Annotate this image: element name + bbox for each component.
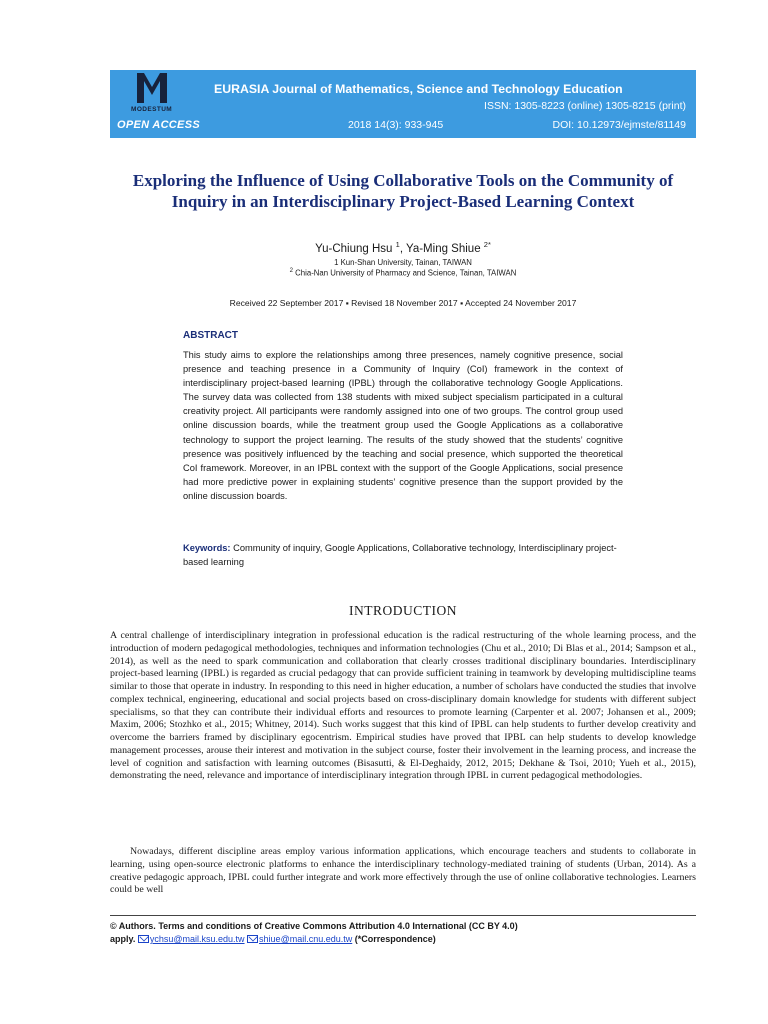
article-title: Exploring the Influence of Using Collaborative Tools on the Community of Inquiry in an Interdisciplinary Project-Based Learning Context: [132, 171, 674, 211]
author-name: Yu-Chiung Hsu: [315, 242, 393, 255]
introduction-paragraph-2: Nowadays, different discipline areas employ various information applications, which encourage teachers and students to collaborate in learning, using open-source electronic platforms to enhance the interdisciplinary technology-mediated training of students (Urban, 2014). As a creative pedagogic approach, IPBL could further integrate and work more effectively through the use of online collaborative technologies. Learners could be well: [110, 846, 696, 896]
article-dates: Received 22 September 2017 ▪ Revised 18 November 2017 ▪ Accepted 24 November 2017: [229, 298, 577, 308]
introduction-heading: INTRODUCTION: [349, 603, 457, 618]
license-text: Terms and conditions of Creative Commons Attribution 4.0 International (CC BY 4.0): [158, 921, 518, 931]
email-link-hsu[interactable]: ychsu@mail.ksu.edu.tw: [149, 934, 245, 944]
license-line: [110, 920, 696, 933]
affiliation-1: [120, 258, 686, 267]
affiliation-number: 2: [289, 268, 293, 274]
doi-line: DOI: 10.12973/ejmste/81149: [552, 119, 686, 131]
footer-divider: [110, 915, 696, 916]
introduction-paragraph-1: A central challenge of interdisciplinary integration in professional education is the radical restructuring of the whole learning process, and the introduction of modern pedagogical methodologies, techniques and information technologies (Chu et al., 2010; Di Blas et al., 2014; Sampson et al., 2014), as well as the need to spark communication and collaboration that clearly crosses traditional disciplinary boundaries. Interdisciplinary project-based learning (IPBL) is regarded as crucial pedagogy that can provide sufficient training in teamwork by developing multidiscipline teams similar to those that operate in industry. In responding to this need in higher education, a number of scholars have conducted the studies that involve complex technical, engineering, educational and social projects based on cross-disciplinary domain knowledge for students with different subject specialisms, so that they can contribute their individual efforts and resources to promote learning (Carpenter et al. 2007; Johansen et al., 2009; Maxim, 2006; Stozhko et al., 2015; Whitney, 2014). Such works suggest that this kind of IPBL can help students to further develop creativity and overcome the barriers framed by disciplinary egocentrism. Empirical studies have proved that IPBL can help students to develop knowledge management processes, arouse their interest and motivation in the subject course, foster their involvement in the learning process, and increase the level of cognition and satisfaction with learning outcomes (Bisasutti, & El-Deghaidy, 2012, 2015; Dekhane & Tsoi, 2010; Yueh et al., 2015), demonstrating the need, relevance and importance of interdisciplinary integration through IPBL in current pedagogical methodologies.: [110, 630, 696, 782]
issue-line: 2018 14(3): 933-945: [348, 119, 444, 131]
author-separator: ,: [399, 242, 407, 255]
logo-text: MODESTUM: [131, 106, 173, 113]
author-affiliation-mark: 1: [395, 240, 400, 249]
keywords-line: [183, 542, 623, 569]
email-icon: [247, 935, 258, 943]
apply-text: apply.: [110, 934, 136, 944]
issn-line: ISSN: 1305-8223 (online) 1305-8215 (print): [484, 100, 686, 112]
keywords-label: Keywords:: [183, 543, 231, 553]
affiliation-text: Kun-Shan University, Tainan, TAIWAN: [340, 258, 472, 267]
contact-line: [110, 933, 696, 946]
abstract-heading: ABSTRACT: [183, 330, 238, 341]
affiliation-number: 1: [334, 258, 339, 267]
author-name: Ya-Ming Shiue: [406, 242, 481, 255]
keywords-text: Community of inquiry, Google Applications, Collaborative technology, Interdisciplinary project-based learning: [183, 543, 617, 567]
correspondence-note: (*Correspondence): [354, 934, 436, 944]
author-line: [120, 240, 686, 255]
modestum-logo: [119, 73, 175, 119]
open-access-label: OPEN ACCESS: [117, 119, 200, 131]
email-icon: [138, 935, 149, 943]
abstract-body: This study aims to explore the relationships among three presences, namely cognitive presence, social presence and teaching presence in a Community of Inquiry (CoI) framework in the context of interdisciplinary project-based learning (IPBL) through the collaborative technology Google Applications. The survey data was collected from 138 students with mixed subject specialism participated in a cultural creativity project. All participants were randomly assigned into one of two groups. The control group used online discussion boards, while the treatment group used the Google Applications as a collaborative technology to support the project learning. The results of the study showed that the students’ cognitive presence was positively influenced by the teaching and social presence, which supported the theoretical CoI framework. Moreover, in an IPBL context with the support of the Google Applications, social presence had more predictive power in explaining students’ cognitive presence than the support provided by the online discussion boards.: [183, 350, 623, 501]
license-footer: [110, 920, 696, 946]
author-affiliation-mark: 2*: [483, 240, 491, 249]
affiliation-text: Chia-Nan University of Pharmacy and Science, Tainan, TAIWAN: [295, 268, 517, 278]
copyright-label: © Authors.: [110, 921, 156, 931]
logo-m-icon: [137, 73, 167, 103]
email-link-shiue[interactable]: shiue@mail.cnu.edu.tw: [259, 934, 353, 944]
journal-name: EURASIA Journal of Mathematics, Science and Technology Education: [214, 82, 623, 96]
affiliation-2: [120, 268, 686, 278]
